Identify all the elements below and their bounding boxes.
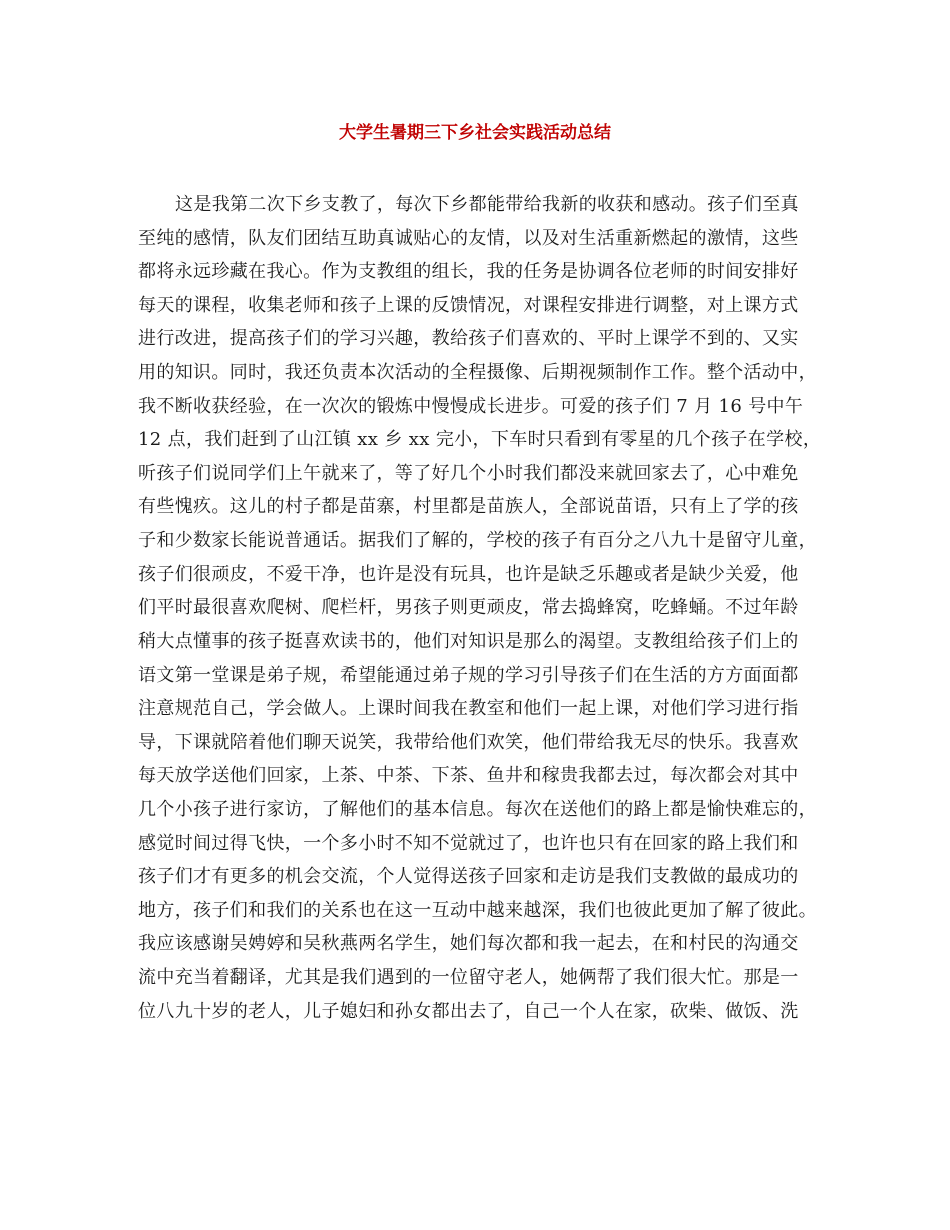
document-body <box>138 188 828 1028</box>
paragraph-line: 子和少数家长能说普通话。据我们了解的，学校的孩子有百分之八九十是留守儿童， <box>138 530 817 552</box>
paragraph-line: 们平时最很喜欢爬树、爬栏杆，男孩子则更顽皮，常去捣蜂窝，吃蜂蛹。不过年龄 <box>138 597 799 619</box>
paragraph-line: 流中充当着翻译，尤其是我们遇到的一位留守老人，她俩帮了我们很大忙。那是一 <box>138 967 799 989</box>
paragraph-line: 稍大点懂事的孩子挺喜欢读书的，他们对知识是那么的渴望。支教组给孩子们上的 <box>138 630 799 652</box>
paragraph-line: 位八九十岁的老人，儿子媳妇和孙女都出去了，自己一个人在家，砍柴、做饭、洗 <box>138 1000 799 1022</box>
paragraph-line: 每天放学送他们回家，上茶、中茶、下茶、鱼井和稼贵我都去过，每次都会对其中 <box>138 765 799 787</box>
paragraph-line: 孩子们才有更多的机会交流，个人觉得送孩子回家和走访是我们支教做的最成功的 <box>138 866 799 888</box>
paragraph-line: 我应该感谢吴娉婷和吴秋燕两名学生，她们每次都和我一起去，在和村民的沟通交 <box>138 933 799 955</box>
paragraph-line: 几个小孩子进行家访，了解他们的基本信息。每次在送他们的路上都是愉快难忘的， <box>138 798 817 820</box>
paragraph-line: 至纯的感情，队友们团结互助真诚贴心的友情，以及对生活重新燃起的激情，这些 <box>138 227 799 249</box>
paragraph-line: 我不断收获经验，在一次次的锻炼中慢慢成长进步。可爱的孩子们 7 月 16 号中午 <box>138 395 804 417</box>
paragraph-line: 感觉时间过得飞快，一个多小时不知不觉就过了，也许也只有在回家的路上我们和 <box>138 832 799 854</box>
paragraph-line: 孩子们很顽皮，不爱干净，也许是没有玩具，也许是缺乏乐趣或者是缺少关爱，他 <box>138 563 799 585</box>
paragraph-line: 用的知识。同时，我还负责本次活动的全程摄像、后期视频制作工作。整个活动中， <box>138 362 817 384</box>
paragraph-line: 语文第一堂课是弟子规，希望能通过弟子规的学习引导孩子们在生活的方方面面都 <box>138 664 799 686</box>
paragraph-line: 导，下课就陪着他们聊天说笑，我带给他们欢笑，他们带给我无尽的快乐。我喜欢 <box>138 731 799 753</box>
paragraph-line: 地方，孩子们和我们的关系也在这一互动中越来越深，我们也彼此更加了解了彼此。 <box>138 899 817 921</box>
paragraph-line: 听孩子们说同学们上午就来了，等了好几个小时我们都没来就回家去了，心中难免 <box>138 462 799 484</box>
paragraph-line: 每天的课程，收集老师和孩子上课的反馈情况，对课程安排进行调整，对上课方式 <box>138 294 799 316</box>
paragraph-line: 12 点，我们赶到了山江镇 xx 乡 xx 完小，下车时只看到有零星的几个孩子在学校， <box>138 429 822 451</box>
paragraph-line: 都将永远珍藏在我心。作为支教组的组长，我的任务是协调各位老师的时间安排好 <box>138 261 799 283</box>
paragraph-line: 注意规范自己，学会做人。上课时间我在教室和他们一起上课，对他们学习进行指 <box>138 698 799 720</box>
document-title: 大学生暑期三下乡社会实践活动总结 <box>339 123 611 143</box>
paragraph-line: 有些愧疚。这儿的村子都是苗寨，村里都是苗族人，全部说苗语，只有上了学的孩 <box>138 496 799 518</box>
paragraph-line: 这是我第二次下乡支教了，每次下乡都能带给我新的收获和感动。孩子们至真 <box>175 194 799 215</box>
paragraph-line: 进行改进，提高孩子们的学习兴趣，教给孩子们喜欢的、平时上课学不到的、又实 <box>138 328 799 350</box>
